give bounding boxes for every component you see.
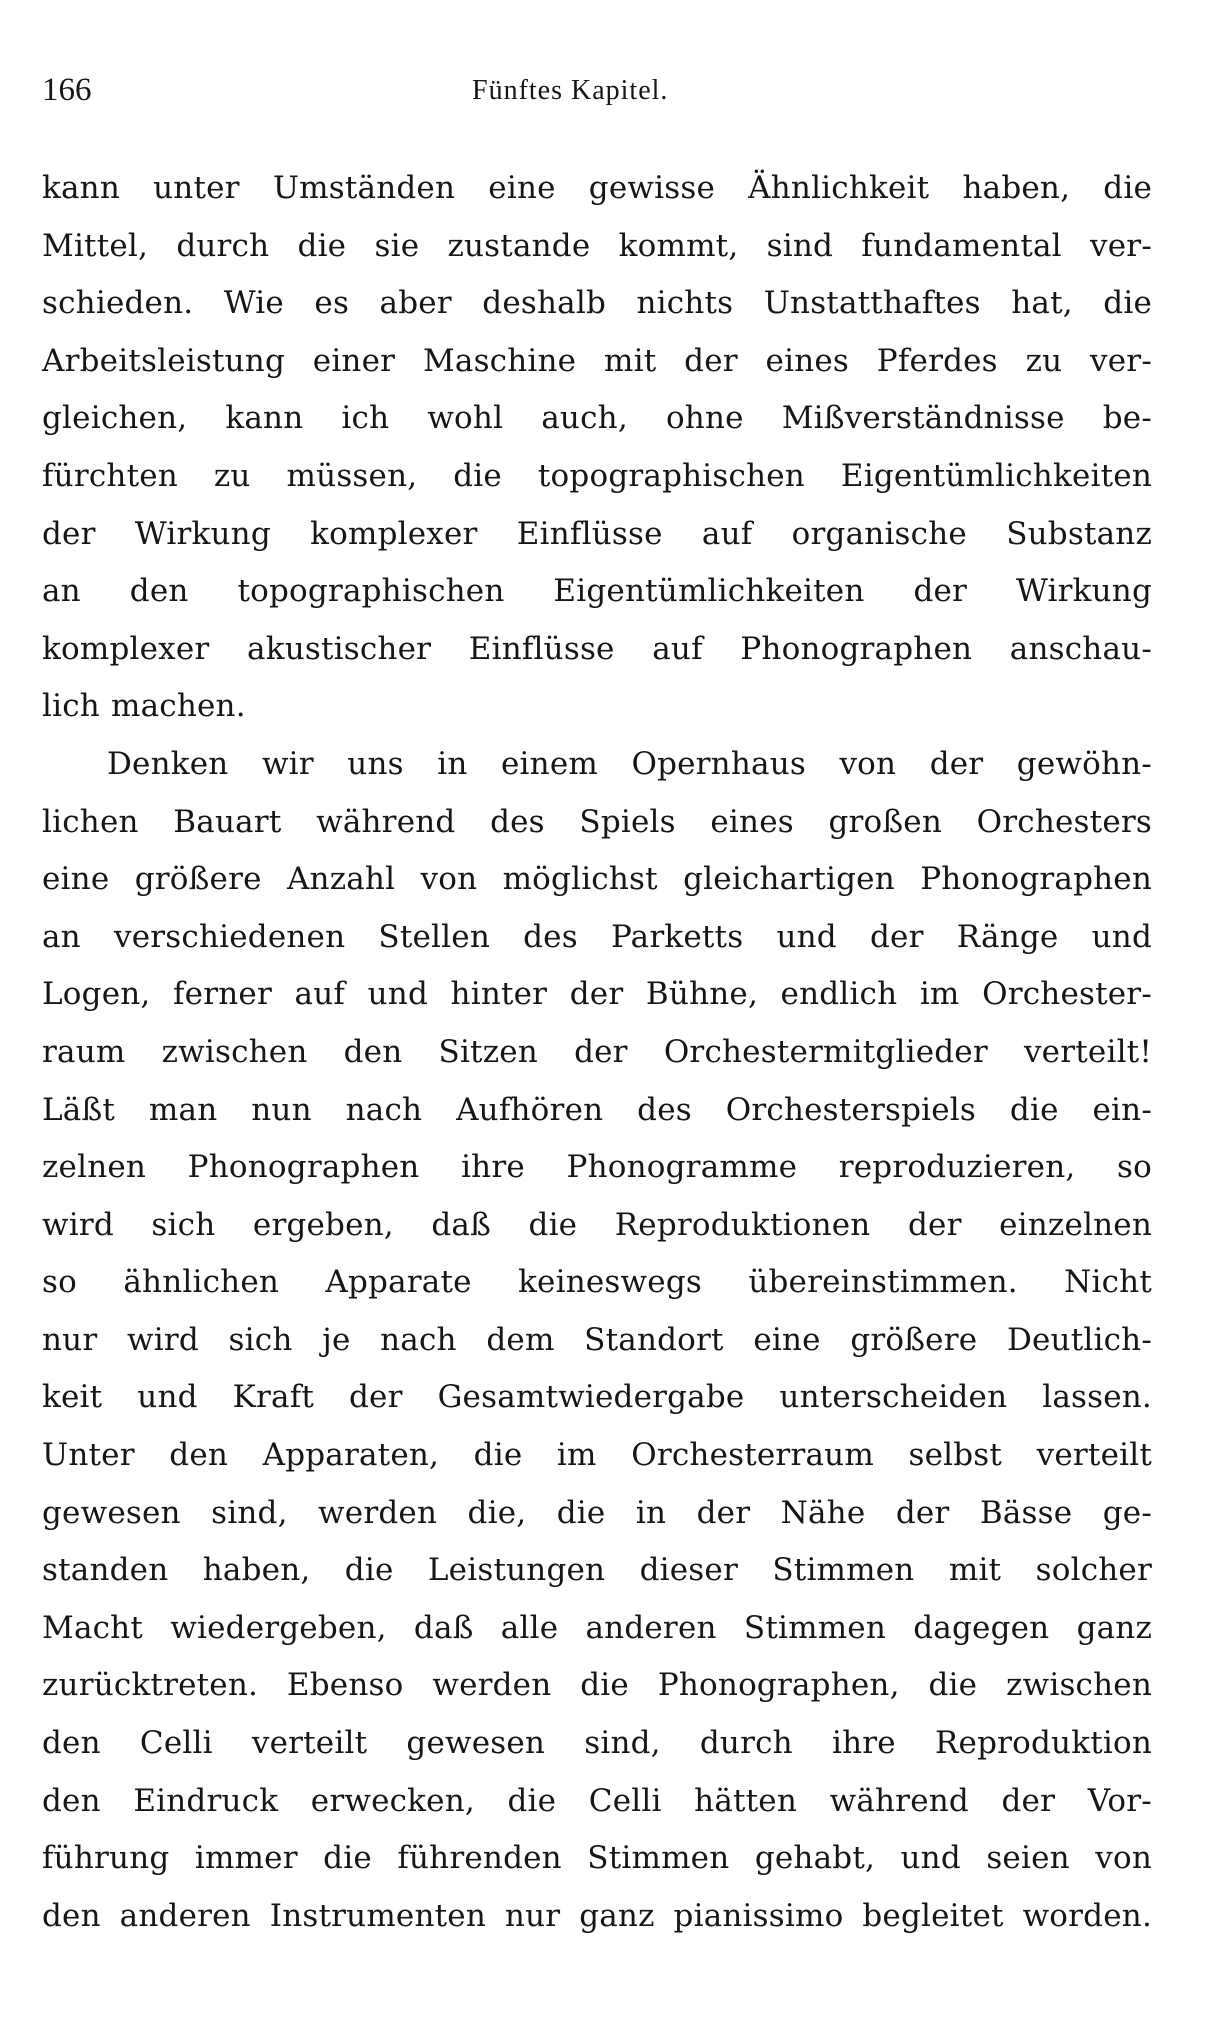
text-line: Arbeitsleistung einer Maschine mit der eines Pferdes zu ver- [42,342,1152,379]
text-line: zurücktreten. Ebenso werden die Phonographen, die zwischen [42,1667,1152,1704]
text-line: kann unter Umständen eine gewisse Ähnlichkeit haben, die [42,170,1152,206]
text-line: standen haben, die Leistungen dieser Stimmen mit solcher [42,1552,1152,1589]
text-line: den Celli verteilt gewesen sind, durch ihre Reproduktion [42,1725,1152,1762]
text-line: an verschiedenen Stellen des Parketts und der Ränge und [42,918,1152,955]
text-line: führung immer die führenden Stimmen gehabt, und seien von [42,1840,1152,1877]
text-line: gleichen, kann ich wohl auch, ohne Mißverständnisse be- [42,400,1152,437]
text-line: lichen Bauart während des Spiels eines großen Orchesters [42,803,1152,840]
text-line: Denken wir uns in einem Opernhaus von der gewöhn- [107,745,1152,782]
text-line: Logen, ferner auf und hinter der Bühne, endlich im Orchester- [42,976,1152,1013]
text-line: an den topographischen Eigentümlichkeiten der Wirkung [42,573,1152,610]
text-line: Läßt man nun nach Aufhören des Orchesterspiels die ein- [42,1091,1152,1128]
paragraph-2 [42,736,1152,1945]
text-line: fürchten zu müssen, die topographischen Eigentümlichkeiten [42,457,1152,494]
text-line: lich machen. [42,688,246,725]
text-line: Mittel, durch die sie zustande kommt, sind fundamental ver- [42,227,1152,264]
text-line: gewesen sind, werden die, die in der Nähe der Bässe ge- [42,1494,1152,1531]
page-number: 166 [42,72,92,108]
text-line: raum zwischen den Sitzen der Orchestermitglieder verteilt! [42,1033,1152,1070]
running-head: Fünftes Kapitel. [472,75,669,106]
text-line: zelnen Phonographen ihre Phonogramme reproduzieren, so [42,1149,1152,1186]
text-line: den Eindruck erwecken, die Celli hätten während der Vor- [42,1782,1152,1819]
paragraph-1 [42,160,1152,736]
text-line: komplexer akustischer Einflüsse auf Phonographen anschau- [42,630,1152,667]
text-line: so ähnlichen Apparate keineswegs übereinstimmen. Nicht [42,1264,1152,1301]
text-line: den anderen Instrumenten nur ganz pianissimo begleitet worden. [42,1897,1152,1934]
text-line: Macht wiedergeben, daß alle anderen Stimmen dagegen ganz [42,1609,1152,1646]
page-header [42,70,1162,120]
text-line: nur wird sich je nach dem Standort eine größere Deutlich- [42,1321,1152,1358]
text-line: keit und Kraft der Gesamtwiedergabe unterscheiden lassen. [42,1379,1152,1416]
text-line: wird sich ergeben, daß die Reproduktionen der einzelnen [42,1206,1152,1243]
text-line: schieden. Wie es aber deshalb nichts Unstatthaftes hat, die [42,285,1152,322]
text-line: der Wirkung komplexer Einflüsse auf organische Substanz [42,515,1152,552]
text-line: Unter den Apparaten, die im Orchesterraum selbst verteilt [42,1437,1152,1474]
text-line: eine größere Anzahl von möglichst gleichartigen Phonographen [42,861,1152,898]
body-text [42,160,1152,1945]
